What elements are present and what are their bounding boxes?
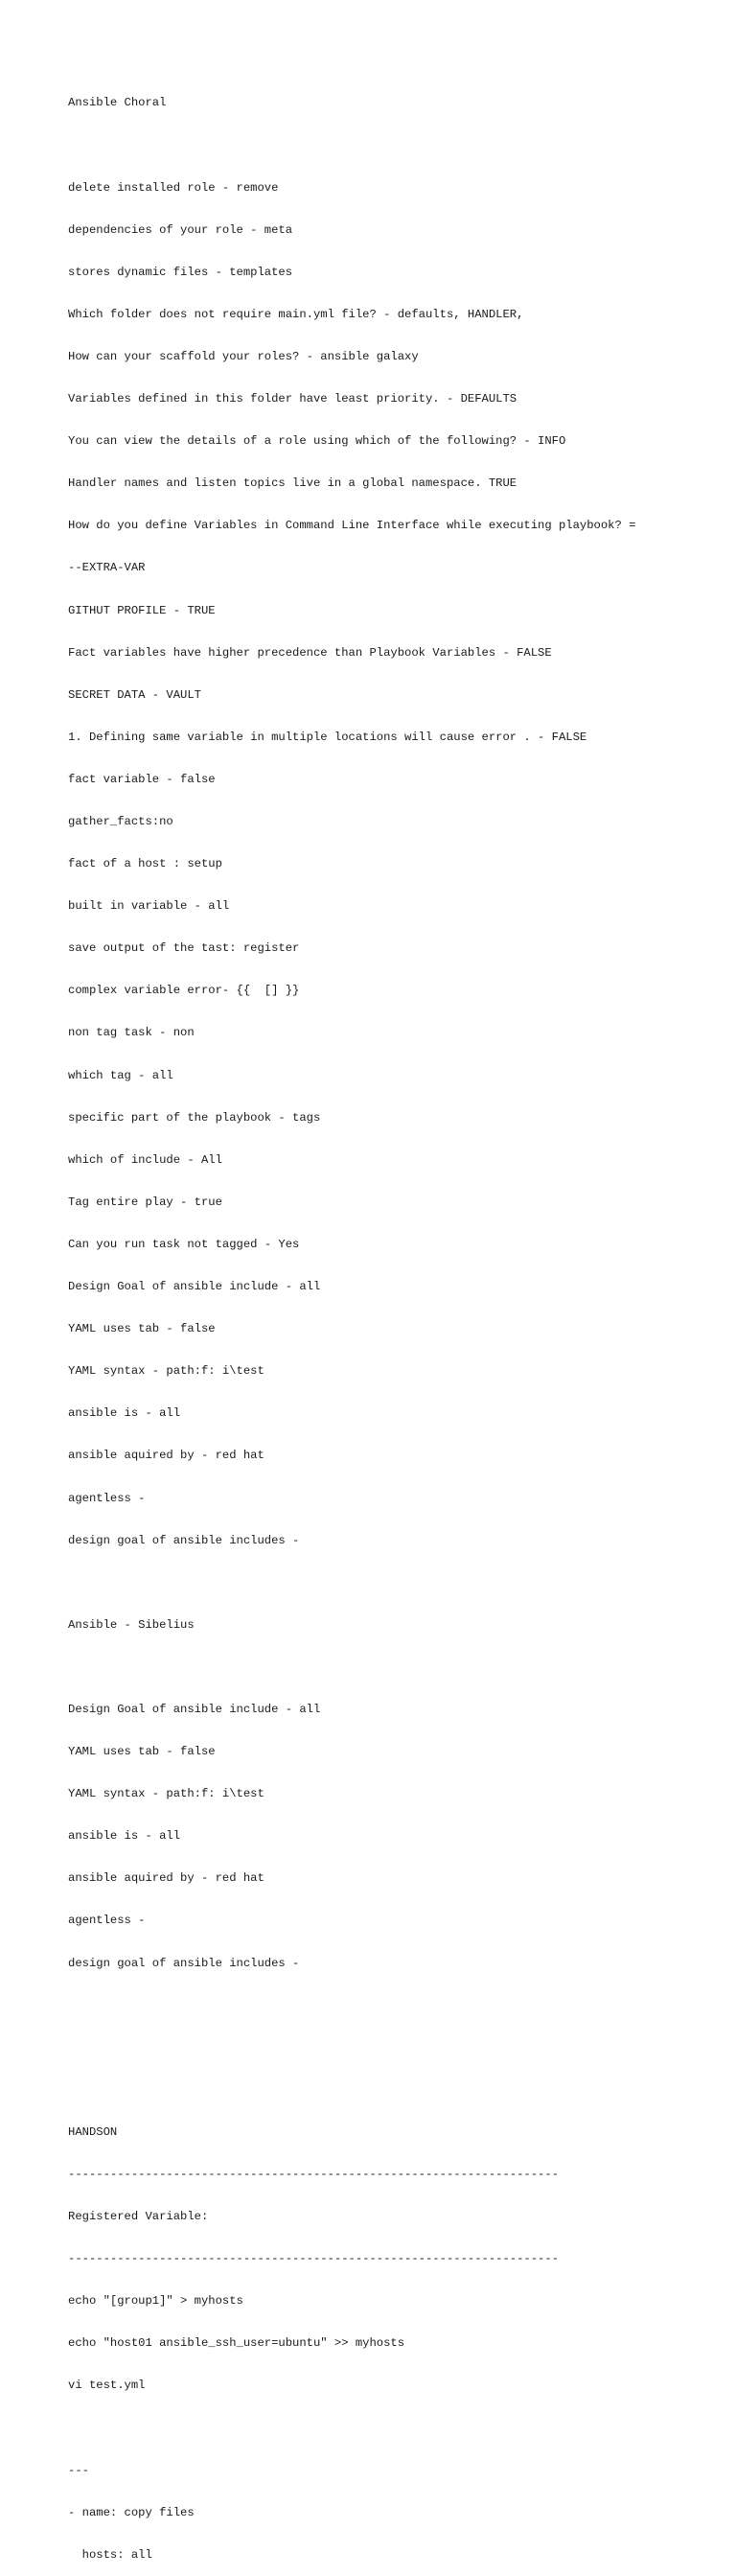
code-line: ---: [68, 2463, 89, 2477]
blank-line: [68, 1576, 720, 1590]
text-line: design goal of ansible includes -: [68, 1956, 300, 1970]
text-line: How do you define Variables in Command Line Interface while executing playbook? =: [68, 519, 636, 533]
text-line: ansible is - all: [68, 1406, 181, 1421]
text-line: YAML syntax - path:f: i\test: [68, 1787, 264, 1801]
divider-line: ----------------------------------------------------------------------: [68, 2168, 559, 2181]
heading-ansible-choral: Ansible Choral: [68, 96, 167, 110]
text-line: YAML uses tab - false: [68, 1322, 216, 1336]
text-line: Tag entire play - true: [68, 1195, 222, 1209]
text-line: ansible aquired by - red hat: [68, 1871, 264, 1886]
blank-line: [68, 2041, 720, 2055]
text-line: fact of a host : setup: [68, 857, 222, 871]
code-line: vi test.yml: [68, 2379, 146, 2393]
text-line: Variables defined in this folder have least priority. - DEFAULTS: [68, 392, 518, 406]
text-line: built in variable - all: [68, 899, 230, 914]
text-line: stores dynamic files - templates: [68, 265, 293, 279]
blank-line: [68, 2083, 720, 2098]
text-line: agentless -: [68, 1914, 146, 1928]
heading-ansible-sibelius: Ansible - Sibelius: [68, 1617, 195, 1632]
text-line: design goal of ansible includes -: [68, 1533, 300, 1547]
text-line: non tag task - non: [68, 1026, 195, 1040]
text-line: dependencies of your role - meta: [68, 222, 293, 237]
text-line: save output of the tast: register: [68, 941, 300, 956]
text-line: Can you run task not tagged - Yes: [68, 1237, 300, 1251]
blank-line: [68, 139, 720, 153]
code-line: hosts: all: [68, 2547, 152, 2562]
text-line: Design Goal of ansible include - all: [68, 1280, 321, 1294]
text-line: You can view the details of a role using which of the following? - INFO: [68, 434, 566, 449]
code-line: - name: copy files: [68, 2505, 195, 2519]
text-line: specific part of the playbook - tags: [68, 1110, 321, 1125]
text-line: 1. Defining same variable in multiple locations will cause error . - FALSE: [68, 730, 587, 744]
text-line: delete installed role - remove: [68, 180, 279, 195]
text-line: fact variable - false: [68, 772, 216, 786]
blank-line: [68, 1660, 720, 1675]
text-line: Fact variables have higher precedence than Playbook Variables - FALSE: [68, 645, 552, 660]
text-line: How can your scaffold your roles? - ansible galaxy: [68, 349, 419, 363]
text-line: YAML syntax - path:f: i\test: [68, 1364, 264, 1379]
code-line: echo "host01 ansible_ssh_user=ubuntu" >> myhosts: [68, 2336, 405, 2351]
blank-line: [68, 2422, 720, 2436]
text-line: SECRET DATA - VAULT: [68, 687, 201, 702]
divider-line: ----------------------------------------------------------------------: [68, 2252, 559, 2266]
text-line: Design Goal of ansible include - all: [68, 1702, 321, 1716]
text-line: ansible is - all: [68, 1829, 181, 1844]
text-line: ansible aquired by - red hat: [68, 1449, 264, 1463]
text-line: GITHUT PROFILE - TRUE: [68, 603, 216, 617]
text-line: Handler names and listen topics live in a global namespace. TRUE: [68, 476, 518, 491]
text-line: which of include - All: [68, 1152, 222, 1167]
text-line: Which folder does not require main.yml file? - defaults, HANDLER,: [68, 307, 524, 321]
text-line: YAML uses tab - false: [68, 1745, 216, 1759]
section-title-registered-variable: Registered Variable:: [68, 2210, 209, 2224]
text-line: gather_facts:no: [68, 815, 173, 828]
document-body: [68, 68, 720, 2576]
text-line: complex variable error- {{ [] }}: [68, 984, 300, 998]
text-line: --EXTRA-VAR: [68, 561, 146, 575]
blank-line: [68, 1999, 720, 2013]
heading-handson: HANDSON: [68, 2124, 118, 2139]
code-line: echo "[group1]" > myhosts: [68, 2294, 243, 2309]
text-line: agentless -: [68, 1491, 146, 1505]
text-line: which tag - all: [68, 1068, 173, 1082]
